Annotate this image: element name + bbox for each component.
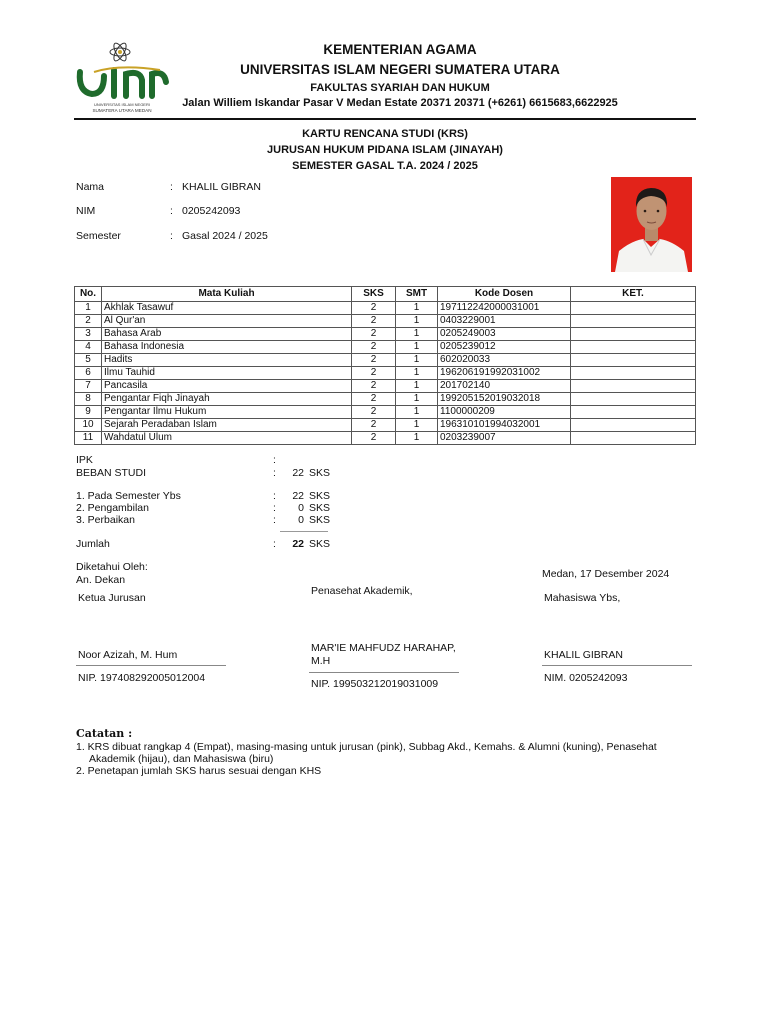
lecturer-code: 0403229001 [438, 315, 571, 328]
course-smt: 1 [396, 393, 438, 406]
course-sks: 2 [352, 315, 396, 328]
row-no: 6 [75, 367, 102, 380]
colon: : [170, 181, 173, 193]
row-no: 5 [75, 354, 102, 367]
course-smt: 1 [396, 367, 438, 380]
course-smt: 1 [396, 406, 438, 419]
lecturer-code: 199205152019032018 [438, 393, 571, 406]
kajur-name: Noor Azizah, M. Hum [78, 649, 178, 661]
colon: : [273, 467, 276, 479]
note-1-line1: 1. KRS dibuat rangkap 4 (Empat), masing-masing untuk jurusan (pink), Subbag Akd., Kemahs. & Alumni (kuning), Penasehat [76, 741, 657, 753]
university-name: UNIVERSITAS ISLAM NEGERI SUMATERA UTARA [240, 62, 560, 77]
jumlah-value: 22 [292, 538, 304, 550]
table-row [75, 432, 696, 445]
unit: SKS [309, 502, 331, 514]
table-row [75, 406, 696, 419]
course-sks: 2 [352, 328, 396, 341]
course-table [74, 286, 696, 445]
course-name: Wahdatul Ulum [102, 432, 352, 445]
course-smt: 1 [396, 302, 438, 315]
note-2: 2. Penetapan jumlah SKS harus sesuai dengan KHS [76, 765, 322, 777]
kajur-sign-line [76, 665, 226, 666]
advisor-sign-line [309, 672, 459, 673]
table-row [75, 315, 696, 328]
row-no: 11 [75, 432, 102, 445]
course-name: Ilmu Tauhid [102, 367, 352, 380]
course-name: Pengantar Fiqh Jinayah [102, 393, 352, 406]
notes-title: Catatan : [76, 727, 133, 740]
faculty-name: FAKULTAS SYARIAH DAN HUKUM [310, 82, 490, 94]
course-smt: 1 [396, 341, 438, 354]
note-1-line2: Akademik (hijau), dan Mahasiswa (biru) [89, 753, 274, 765]
student-name: KHALIL GIBRAN [182, 181, 261, 193]
unit: SKS [309, 490, 331, 502]
unit: SKS [309, 467, 331, 479]
lecturer-code: 0203239007 [438, 432, 571, 445]
kajur-nip: NIP. 197408292005012004 [78, 672, 206, 684]
logo-caption: SUMATERA UTARA MEDAN [92, 108, 152, 113]
svg-text:UNIVERSITAS ISLAM NEGERI: UNIVERSITAS ISLAM NEGERI [94, 102, 150, 107]
course-name: Bahasa Arab [102, 328, 352, 341]
course-name: Hadits [102, 354, 352, 367]
item2-label: 2. Pengambilan [76, 502, 149, 514]
row-no: 2 [75, 315, 102, 328]
course-notes [571, 315, 696, 328]
lecturer-code: 1100000209 [438, 406, 571, 419]
course-notes [571, 419, 696, 432]
kajur-role: Ketua Jurusan [78, 592, 146, 604]
row-no: 4 [75, 341, 102, 354]
nim-label: NIM [76, 205, 96, 217]
course-sks: 2 [352, 341, 396, 354]
course-sks: 2 [352, 367, 396, 380]
course-notes [571, 354, 696, 367]
colon: : [273, 538, 276, 550]
course-smt: 1 [396, 354, 438, 367]
course-smt: 1 [396, 419, 438, 432]
header-smt: SMT [396, 287, 438, 302]
row-no: 1 [75, 302, 102, 315]
unit: SKS [309, 538, 331, 550]
item1-label: 1. Pada Semester Ybs [76, 490, 181, 502]
beban-label: BEBAN STUDI [76, 467, 147, 479]
course-name: Al Qur'an [102, 315, 352, 328]
course-notes [571, 328, 696, 341]
table-row [75, 302, 696, 315]
colon: : [273, 502, 276, 514]
course-name: Pancasila [102, 380, 352, 393]
colon: : [170, 230, 173, 242]
header-no: No. [75, 287, 102, 302]
row-no: 7 [75, 380, 102, 393]
student-nim-sign: NIM. 0205242093 [544, 672, 628, 684]
item2-value: 0 [298, 502, 304, 514]
table-row [75, 328, 696, 341]
advisor-name-line2: M.H [311, 655, 331, 667]
course-name: Pengantar Ilmu Hukum [102, 406, 352, 419]
document-title: KARTU RENCANA STUDI (KRS) [302, 128, 468, 140]
course-name: Bahasa Indonesia [102, 341, 352, 354]
advisor-nip: NIP. 199503212019031009 [311, 678, 439, 690]
advisor-role: Penasehat Akademik, [311, 585, 413, 597]
student-nim: 0205242093 [182, 205, 241, 217]
header-notes: KET. [571, 287, 696, 302]
table-row [75, 380, 696, 393]
unit: SKS [309, 514, 331, 526]
course-smt: 1 [396, 380, 438, 393]
table-row [75, 419, 696, 432]
item1-value: 22 [292, 490, 304, 502]
course-notes [571, 393, 696, 406]
colon: : [170, 205, 173, 217]
name-label: Nama [76, 181, 105, 193]
address: Jalan Williem Iskandar Pasar V Medan Estate 20371 20371 (+6261) 6615683,6622925 [182, 97, 618, 109]
acknowledged-by: Diketahui Oleh: [76, 561, 148, 573]
lecturer-code: 602020033 [438, 354, 571, 367]
course-sks: 2 [352, 419, 396, 432]
ministry-name: KEMENTERIAN AGAMA [323, 42, 477, 57]
place-date: Medan, 17 Desember 2024 [542, 568, 670, 580]
beban-value: 22 [292, 467, 304, 479]
course-notes [571, 380, 696, 393]
student-sign-name: KHALIL GIBRAN [544, 649, 623, 661]
semester-title: SEMESTER GASAL T.A. 2024 / 2025 [292, 160, 478, 172]
item3-value: 0 [298, 514, 304, 526]
student-role: Mahasiswa Ybs, [544, 592, 621, 604]
course-sks: 2 [352, 302, 396, 315]
course-sks: 2 [352, 354, 396, 367]
course-smt: 1 [396, 328, 438, 341]
table-header-row [75, 287, 696, 302]
row-no: 9 [75, 406, 102, 419]
student-sign-line [542, 665, 692, 666]
row-no: 3 [75, 328, 102, 341]
row-no: 8 [75, 393, 102, 406]
course-notes [571, 432, 696, 445]
department-title: JURUSAN HUKUM PIDANA ISLAM (JINAYAH) [267, 144, 503, 156]
course-name: Sejarah Peradaban Islam [102, 419, 352, 432]
colon: : [273, 514, 276, 526]
on-behalf-dean: An. Dekan [76, 574, 126, 586]
lecturer-code: 201702140 [438, 380, 571, 393]
table-row [75, 393, 696, 406]
course-sks: 2 [352, 432, 396, 445]
header-lecturer-code: Kode Dosen [438, 287, 571, 302]
course-smt: 1 [396, 432, 438, 445]
table-row [75, 341, 696, 354]
item3-label: 3. Perbaikan [76, 514, 135, 526]
colon: : [273, 490, 276, 502]
course-sks: 2 [352, 380, 396, 393]
university-logo [74, 40, 170, 114]
lecturer-code: 196206191992031002 [438, 367, 571, 380]
ipk-label: IPK [76, 454, 93, 466]
course-notes [571, 341, 696, 354]
lecturer-code: 196310101994032001 [438, 419, 571, 432]
course-notes [571, 406, 696, 419]
lecturer-code: 197112242000031001 [438, 302, 571, 315]
lecturer-code: 0205249003 [438, 328, 571, 341]
header-sks: SKS [352, 287, 396, 302]
header-rule [74, 118, 696, 120]
course-notes [571, 302, 696, 315]
course-name: Akhlak Tasawuf [102, 302, 352, 315]
course-sks: 2 [352, 406, 396, 419]
lecturer-code: 0205239012 [438, 341, 571, 354]
student-semester: Gasal 2024 / 2025 [182, 230, 268, 242]
jumlah-label: Jumlah [76, 538, 110, 550]
semester-label: Semester [76, 230, 121, 242]
sum-divider [280, 531, 328, 532]
course-sks: 2 [352, 393, 396, 406]
row-no: 10 [75, 419, 102, 432]
advisor-name-line1: MAR'IE MAHFUDZ HARAHAP, [311, 642, 456, 654]
header-course: Mata Kuliah [102, 287, 352, 302]
course-smt: 1 [396, 315, 438, 328]
table-row [75, 354, 696, 367]
student-photo [611, 177, 692, 272]
colon: : [273, 454, 276, 466]
table-row [75, 367, 696, 380]
course-notes [571, 367, 696, 380]
